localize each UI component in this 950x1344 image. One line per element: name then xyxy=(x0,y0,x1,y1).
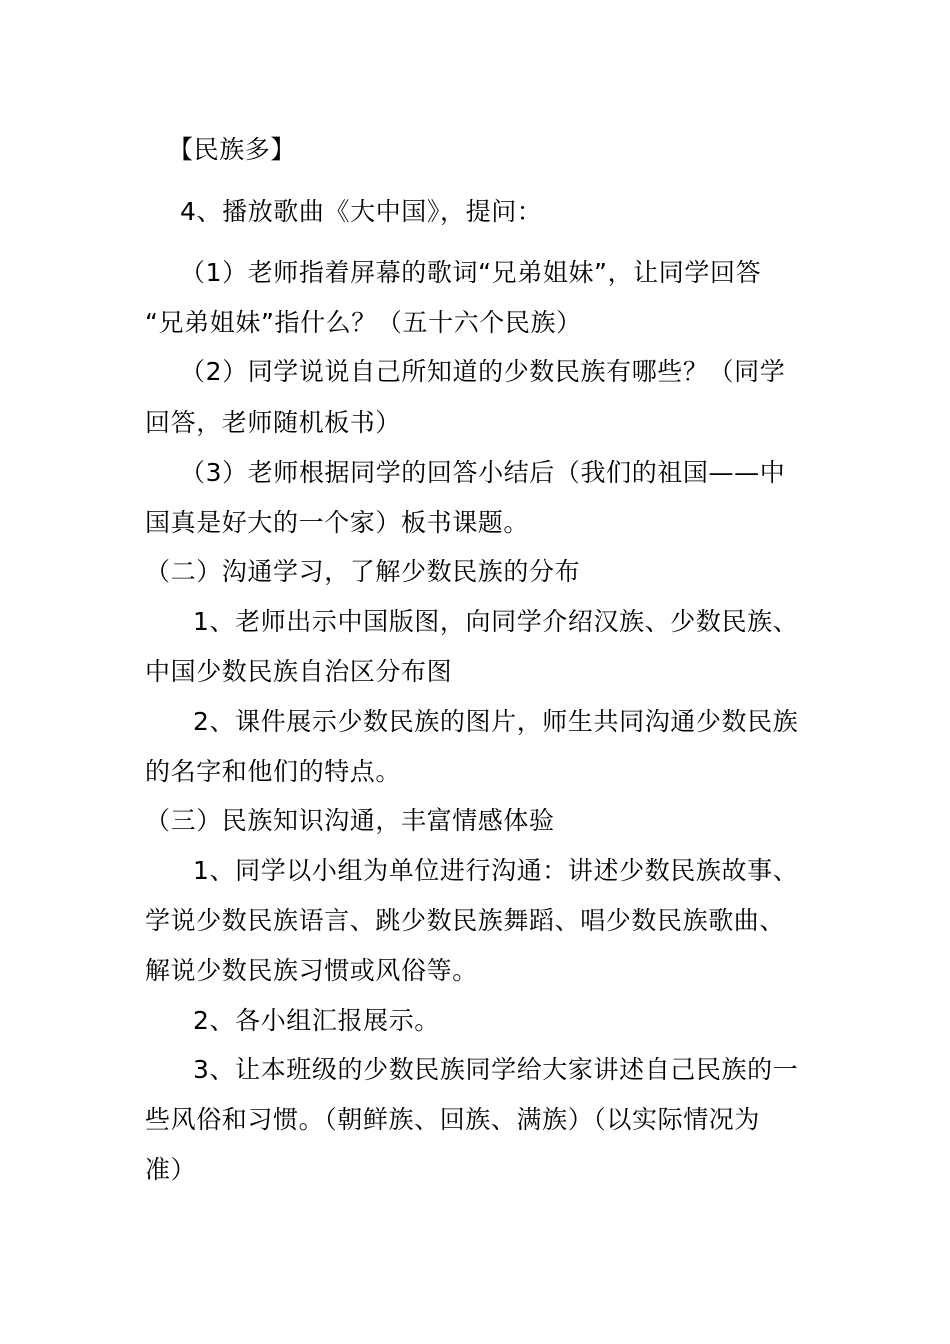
part-2-item-1-line-1: 1、老师出示中国版图，向同学介绍汉族、少数民族、 xyxy=(193,607,799,636)
part-3-item-1-line-2: 学说少数民族语言、跳少数民族舞蹈、唱少数民族歌曲、 xyxy=(145,906,786,935)
part-2-item-1-line-2: 中国少数民族自治区分布图 xyxy=(145,657,453,686)
question-3-line-2: 国真是好大的一个家）板书课题。 xyxy=(145,508,530,537)
section-heading-ethnic-diversity: 【民族多】 xyxy=(168,135,297,164)
part-3-item-1-line-1: 1、同学以小组为单位进行沟通：讲述少数民族故事、 xyxy=(193,856,799,885)
question-3-line-1: （3）老师根据同学的回答小结后（我们的祖国——中 xyxy=(180,458,786,487)
part-3-item-3-line-2: 些风俗和习惯。（朝鲜族、回族、满族）（以实际情况为 xyxy=(145,1105,761,1134)
question-2-line-1: （2）同学说说自己所知道的少数民族有哪些？（同学 xyxy=(180,357,786,386)
question-2-line-2: 回答，老师随机板书） xyxy=(145,408,402,437)
question-1-line-1: （1）老师指着屏幕的歌词“兄弟姐妹”，让同学回答 xyxy=(180,258,762,287)
part-3-item-3-line-3: 准） xyxy=(145,1155,197,1184)
step-4-play-song: 4、播放歌曲《大中国》，提问： xyxy=(180,197,543,226)
part-3-item-1-line-3: 解说少数民族习惯或风俗等。 xyxy=(145,956,478,985)
part-3-item-3-line-1: 3、让本班级的少数民族同学给大家讲述自己民族的一 xyxy=(193,1055,799,1084)
question-1-line-2: “兄弟姐妹”指什么？（五十六个民族） xyxy=(145,308,582,337)
part-2-item-2-line-1: 2、课件展示少数民族的图片，师生共同沟通少数民族 xyxy=(193,707,799,736)
part-2-item-2-line-2: 的名字和他们的特点。 xyxy=(145,757,402,786)
part-3-item-2: 2、各小组汇报展示。 xyxy=(193,1006,440,1035)
section-heading-part-2: （二）沟通学习，了解少数民族的分布 xyxy=(145,557,581,586)
section-heading-part-3: （三）民族知识沟通，丰富情感体验 xyxy=(145,806,555,835)
